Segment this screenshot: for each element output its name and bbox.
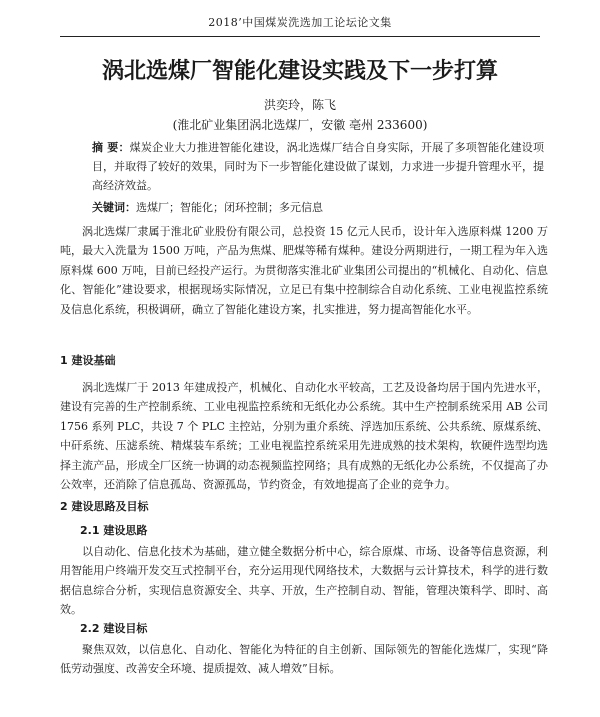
section-1-paragraph: 涡北选煤厂于 2013 年建成投产，机械化、自动化水平较高，工艺及设备均居于国内先进水平，建设有完善的生产控制系统、工业电视监控系统和无纸化办公系统。其中生产控制系统采用 AB 公司 1756 系列 PLC，共设 7 个 PLC 主控站，分别为重介系统、浮选加压系统、公共系统、原煤系统、中矸系统、压滤系统、精煤装车系统；工业电视监控系统采用先进成熟的技术架构，软硬件选型均选择主流产品，形成全厂区统一协调的动态视频监控网络；具有成熟的无纸化办公系统，不仅提高了办公效率，还消除了信息孤岛、资源孤岛，节约资金，有效地提高了企业的竞争力。	[60, 381, 548, 492]
keywords	[92, 198, 323, 217]
section-2-1-heading: 2.1 建设思路	[80, 524, 148, 537]
section-2-heading: 2 建设思路及目标	[60, 500, 149, 513]
running-header: 2018’中国煤炭洗选加工论坛论文集	[60, 14, 540, 37]
abstract	[92, 138, 544, 195]
keywords-text: 选煤厂；智能化；闭环控制；多元信息	[136, 201, 323, 214]
section-2-2-paragraph: 聚焦双效，以信息化、自动化、智能化为特征的自主创新、国际领先的智能化选煤厂，实现“降低劳动强度、改善安全环境、提质提效、减人增效”目标。	[60, 643, 548, 676]
keywords-label: 关键词：	[92, 201, 136, 214]
abstract-label: 摘 要：	[92, 141, 130, 154]
authors: 洪奕玲，陈飞	[263, 98, 336, 112]
paper-title: 涡北选煤厂智能化建设实践及下一步打算	[101, 59, 498, 84]
section-1-heading: 1 建设基础	[60, 354, 116, 367]
section-2-1-paragraph: 以自动化、信息化技术为基础，建立健全数据分析中心，综合原煤、市场、设备等信息资源，利用智能用户终端开发交互式控制平台，充分运用现代网络技术，大数据与云计算技术，科学的进行数据信息综合分析，实现信息资源安全、共享、开放，生产控制自动、智能，管理决策科学、即时、高效。	[60, 545, 548, 617]
abstract-text: 煤炭企业大力推进智能化建设，涡北选煤厂结合自身实际，开展了多项智能化建设项目，并取得了较好的效果，同时为下一步智能化建设做了谋划，力求进一步提升管理水平，提高经济效益。	[92, 141, 544, 192]
section-2-2-heading: 2.2 建设目标	[80, 622, 148, 635]
affiliation: (淮北矿业集团涡北选煤厂，安徽 亳州 233600)	[172, 118, 428, 132]
intro-paragraph: 涡北选煤厂隶属于淮北矿业股份有限公司，总投资 15 亿元人民币，设计年入选原料煤 1200 万吨，最大入洗量为 1500 万吨，产品为焦煤、肥煤等稀有煤种。建设分两期进行，一期工程为年入选原料煤 600 万吨，目前已经投产运行。为贯彻落实淮北矿业集团公司提出的“机械化、自动化、信息化、智能化”建设要求，根据现场实际情况，立足已有集中控制综合自动化系统、工业电视监控系统及信息化系统，积极调研，确立了智能化建设方案，扎实推进，努力提高智能化水平。	[60, 225, 548, 316]
